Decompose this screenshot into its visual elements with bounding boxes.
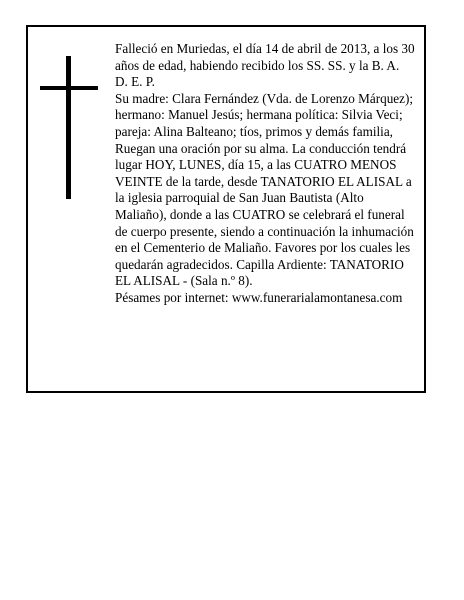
family-members: Su madre: Clara Fernández (Vda. de Lorenzo Márquez); hermano: Manuel Jesús; hermana política: Silvia Veci; pareja: Alina Balteano; tíos, primos y demás familia, <box>115 90 414 139</box>
latin-cross-icon <box>40 56 98 199</box>
condolences-website: Pésames por internet: www.funerarialamontanesa.com <box>115 289 403 305</box>
death-announcement: Falleció en Muriedas, el día 14 de abril de 2013, a los 30 años de edad, habiendo recibido los SS. SS. y la B. A. <box>115 41 415 73</box>
funeral-details: Ruegan una oración por su alma. La conducción tendrá lugar HOY, LUNES, día 15, a las CUATRO MENOS VEINTE de la tarde, desde TANATORIO EL ALISAL a la iglesia parroquial de San Juan Bautista (Alto Maliaño), donde a las CUATRO se celebrará el funeral de cuerpo presente, siendo a continuación la inhumación en el Cementerio de Maliaño. Favores por los cuales les quedarán agradecidos. Capilla Ardiente: TANATORIO EL ALISAL - (Sala n.º 8). <box>115 140 414 289</box>
obituary-notice <box>26 25 426 393</box>
cross-horizontal-bar <box>40 86 98 90</box>
cross-vertical-bar <box>66 56 71 199</box>
obituary-text <box>115 41 418 307</box>
rest-in-peace: D. E. P. <box>115 74 155 90</box>
